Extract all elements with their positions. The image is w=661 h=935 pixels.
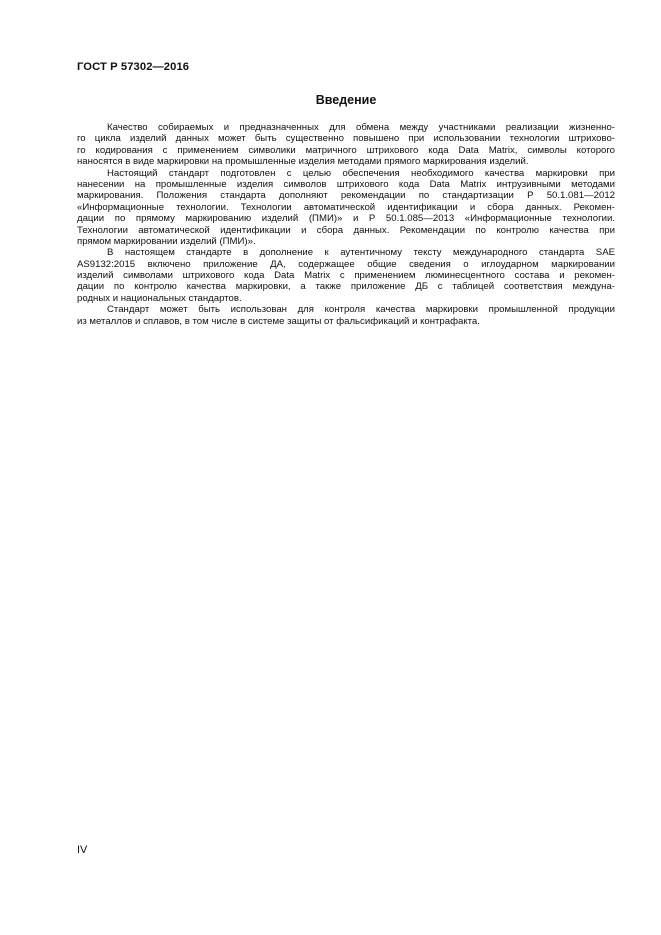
text-line: из металлов и сплавов, в том числе в системе защиты от фальсификаций и контрафакта. xyxy=(77,315,480,327)
text-line: Настоящий стандарт подготовлен с целью обеспечения необходимого качества маркировки при xyxy=(107,167,615,179)
text-line: дации по прямому маркированию изделий (ПМИ)» и Р 50.1.085—2013 «Информационные технологии. xyxy=(77,213,615,225)
text-line: нанесении на промышленные изделия символов штрихового кода Data Matrix интрузивными методами xyxy=(77,178,615,190)
text-line: AS9132:2015 включено приложение ДА, содержащее общие сведения о иглоударном маркировании xyxy=(77,258,615,270)
paragraph-annexes xyxy=(77,247,615,304)
text-line: наносятся в виде маркировки на промышленные изделия методами прямого маркирования изделий. xyxy=(77,156,529,168)
text-line: го цикла изделий данных может быть существенно повышено при использовании технологии штрихово- xyxy=(77,133,615,145)
text-line: Технологии автоматической идентификации и сбора данных. Рекомендации по контролю качества при xyxy=(77,224,615,236)
text-line: дации по контролю качества маркировки, а также приложение ДБ с таблицей соответствия междуна- xyxy=(77,281,615,293)
document-code-header: ГОСТ Р 57302—2016 xyxy=(77,61,190,73)
text-line: изделий символами штрихового кода Data Matrix с применением люминесцентного состава и рекомен- xyxy=(77,270,615,282)
text-line: «Информационные технологии. Технологии автоматической идентификации и сбора данных. Рекомен- xyxy=(77,201,615,213)
text-line: В настоящем стандарте в дополнение к аутентичному тексту международного стандарта SAE xyxy=(107,247,615,259)
introduction-body xyxy=(77,122,615,327)
section-title: Введение xyxy=(315,93,377,107)
text-line: маркирования. Положения стандарта дополняют рекомендации по стандартизации Р 50.1.081—2012 xyxy=(77,190,615,202)
text-line: го кодирования с применением символики матричного штрихового кода Data Matrix, символы которого xyxy=(77,144,615,156)
paragraph-purpose xyxy=(77,168,615,248)
text-line: прямом маркировании изделий (ПМИ)». xyxy=(77,235,256,247)
text-line: Стандарт может быть использован для контроля качества маркировки промышленной продукции xyxy=(107,304,615,316)
paragraph-quality xyxy=(77,122,615,168)
text-line: родных и национальных стандартов. xyxy=(77,292,242,304)
paragraph-usage xyxy=(77,304,615,327)
page-number: IV xyxy=(77,844,88,856)
text-line: Качество собираемых и предназначенных для обмена между участниками реализации жизненно- xyxy=(107,122,615,133)
